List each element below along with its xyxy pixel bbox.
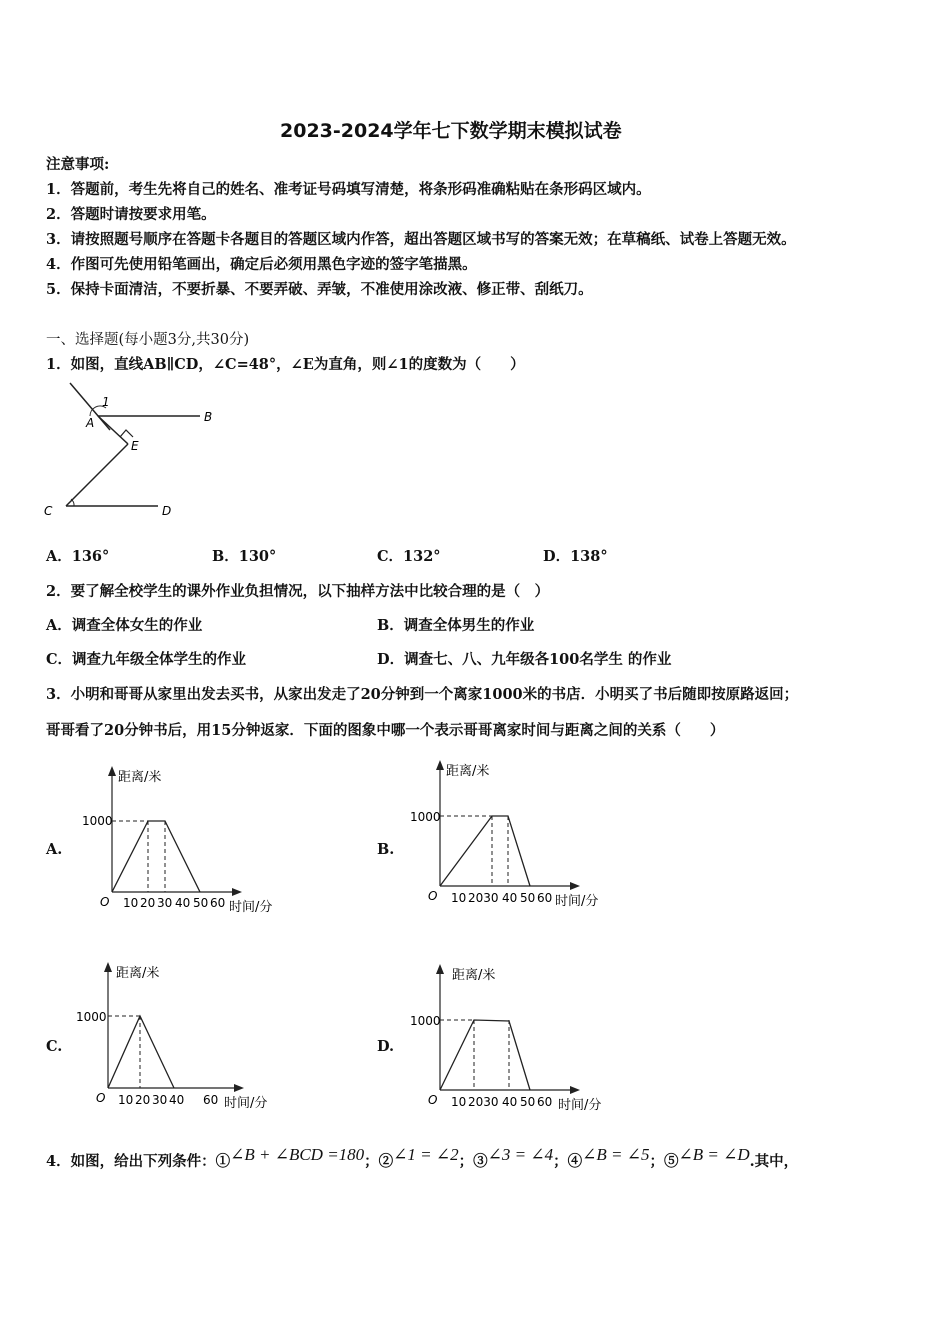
page-title: 2023-2024学年七下数学期末模拟试卷: [280, 120, 622, 142]
q4-condition-4: ∠B = ∠5: [582, 1145, 650, 1164]
label-one: 1: [102, 395, 110, 409]
y-tick-1000: 1000: [76, 1010, 107, 1024]
x-tick: 50: [520, 1095, 536, 1109]
y-tick-1000: 1000: [410, 810, 441, 824]
q3-graph-c[interactable]: [76, 958, 302, 1118]
q3-graph-d[interactable]: [410, 960, 624, 1120]
x-tick: 2030: [468, 1095, 499, 1109]
q4-condition-5: ∠B = ∠D: [678, 1145, 750, 1164]
notice-item: 3．请按照题号顺序在答题卡各题目的答题区域内作答，超出答题区域书写的答案无效；在草稿纸、试卷上答题无效。: [46, 231, 796, 248]
q3-graph-a[interactable]: [82, 762, 296, 922]
x-tick: 2030: [468, 891, 499, 905]
q4-condition-3: ∠3 = ∠4: [487, 1145, 554, 1164]
q4-suffix: .其中，: [749, 1153, 799, 1170]
x-tick: 40: [169, 1093, 185, 1107]
q4-condition-1: ∠B + ∠BCD =180: [230, 1145, 365, 1164]
x-tick: 40: [502, 891, 518, 905]
notice-item: 4．作图可先使用铅笔画出，确定后必须用黑色字迹的签字笔描黑。: [46, 256, 477, 273]
label-e: E: [131, 439, 139, 453]
q4-sep: ；③: [458, 1153, 488, 1170]
x-tick: 20: [140, 896, 156, 910]
y-tick-1000: 1000: [82, 814, 113, 828]
label-a: A: [86, 416, 95, 430]
x-tick: 10: [118, 1093, 134, 1107]
q2-stem: 2．要了解全校学生的课外作业负担情况，以下抽样方法中比较合理的是（ ）: [46, 583, 550, 600]
q3-option-b-letter[interactable]: B.: [377, 841, 395, 858]
label-d: D: [162, 504, 172, 518]
x-tick: 40: [502, 1095, 518, 1109]
x-tick: 60: [210, 896, 226, 910]
x-axis-label: 时间/分: [229, 900, 273, 915]
q4-condition-2: ∠1 = ∠2: [393, 1145, 459, 1164]
q1-option-b[interactable]: B．130°: [212, 548, 277, 565]
q2-option-b[interactable]: B．调查全体男生的作业: [377, 617, 535, 634]
y-axis-label: 距离/米: [116, 966, 160, 981]
x-tick: 50: [193, 896, 209, 910]
x-tick: 60: [537, 1095, 553, 1109]
x-tick: 50: [520, 891, 536, 905]
q3-graph-b[interactable]: [410, 756, 624, 916]
q3-option-c-letter[interactable]: C.: [46, 1038, 63, 1055]
label-b: B: [204, 410, 213, 424]
q4-sep: ；②: [364, 1153, 394, 1170]
notice-item: 2．答题时请按要求用笔。: [46, 206, 216, 223]
origin-label: O: [96, 1091, 106, 1105]
q2-option-d[interactable]: D．调查七、八、九年级各100名学生 的作业: [377, 651, 672, 668]
q3-option-a-letter[interactable]: A.: [46, 841, 63, 858]
q1-figure: [40, 378, 230, 523]
origin-label: O: [428, 889, 438, 903]
x-tick: 20: [135, 1093, 151, 1107]
q3-option-d-letter[interactable]: D.: [377, 1038, 395, 1055]
q1-option-c[interactable]: C．132°: [377, 548, 441, 565]
x-tick: 30: [152, 1093, 168, 1107]
x-axis-label: 时间/分: [558, 1098, 602, 1113]
x-axis-label: 时间/分: [224, 1096, 268, 1111]
y-tick-1000: 1000: [410, 1014, 441, 1028]
x-axis-label: 时间/分: [555, 894, 599, 909]
q4-stem: [46, 1145, 799, 1171]
x-tick: 60: [537, 891, 553, 905]
notice-heading: 注意事项:: [46, 156, 110, 173]
y-axis-label: 距离/米: [452, 968, 496, 983]
q3-stem-line1: 3．小明和哥哥从家里出发去买书，从家出发走了20分钟到一个离家1000米的书店．小明买了书后随即按原路返回；: [46, 686, 799, 703]
label-c: C: [44, 504, 53, 518]
notice-item: 1．答题前，考生先将自己的姓名、准考证号码填写清楚，将条形码准确粘贴在条形码区域内。: [46, 181, 651, 198]
q1-option-d[interactable]: D．138°: [543, 548, 608, 565]
x-tick: 30: [157, 896, 173, 910]
origin-label: O: [100, 895, 110, 909]
x-tick: 40: [175, 896, 191, 910]
q2-option-a[interactable]: A．调查全体女生的作业: [46, 617, 203, 634]
q2-option-c[interactable]: C．调查九年级全体学生的作业: [46, 651, 247, 668]
section-heading: 一、选择题(每小题3分,共30分): [46, 332, 250, 348]
q3-stem-line2: 哥哥看了20分钟书后，用15分钟返家．下面的图象中哪一个表示哥哥离家时间与距离之间的关系（ ）: [46, 722, 725, 739]
q1-option-a[interactable]: A．136°: [46, 548, 110, 565]
x-tick: 10: [123, 896, 139, 910]
x-tick: 60: [203, 1093, 219, 1107]
notice-item: 5．保持卡面清洁，不要折暴、不要弄破、弄皱，不准使用涂改液、修正带、刮纸刀。: [46, 281, 593, 298]
x-tick: 10: [451, 891, 467, 905]
q4-sep: ；⑤: [649, 1153, 679, 1170]
q4-sep: ；④: [553, 1153, 583, 1170]
q1-stem: 1．如图，直线AB∥CD，∠C=48°，∠E为直角，则∠1的度数为（ ）: [46, 356, 525, 373]
origin-label: O: [428, 1093, 438, 1107]
y-axis-label: 距离/米: [446, 764, 490, 779]
y-axis-label: 距离/米: [118, 770, 162, 785]
x-tick: 10: [451, 1095, 467, 1109]
q4-prefix: 4．如图，给出下列条件：①: [46, 1153, 231, 1170]
